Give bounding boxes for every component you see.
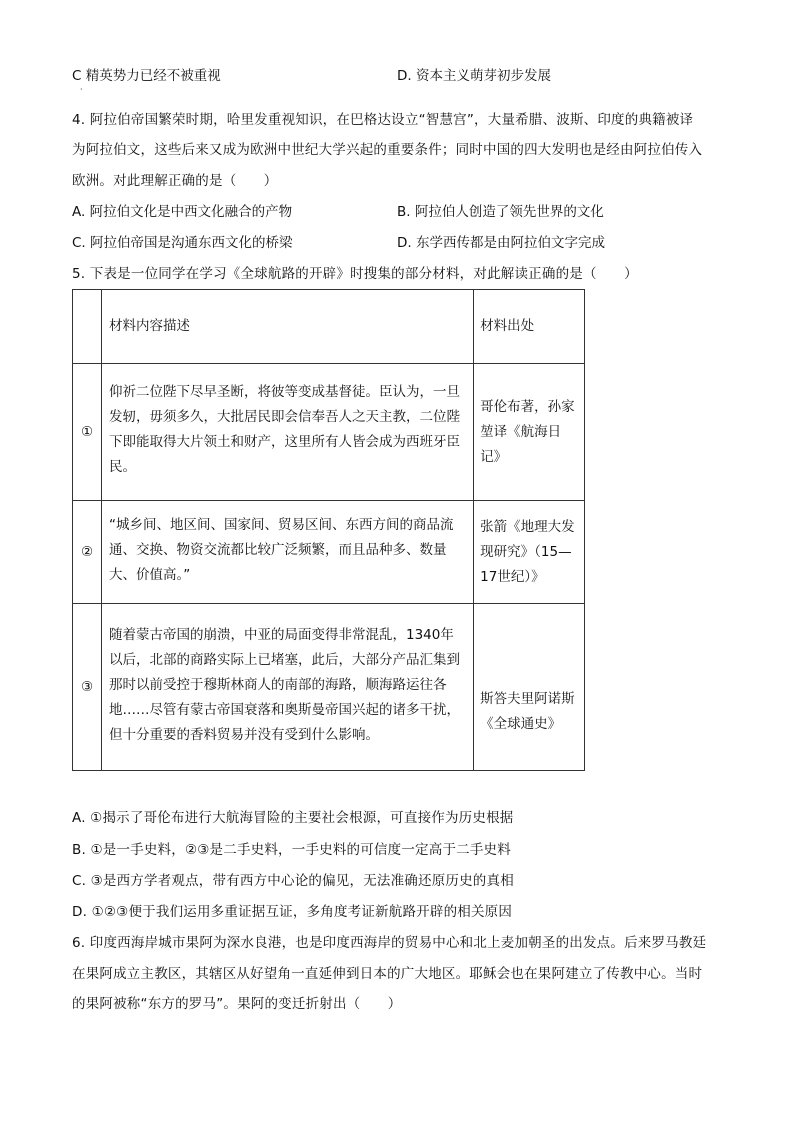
q4-stem-line-2: 为阿拉伯文，这些后来又成为欧洲中世纪大学兴起的重要条件；同时中国的四大发明也是经由阿拉伯传入 — [72, 142, 703, 158]
table-header-row — [73, 290, 585, 364]
q5-option-c: C. ③是西方学者观点，带有西方中心论的偏见，无法准确还原历史的真相 — [72, 873, 514, 889]
row-content: “城乡间、地区间、国家间、贸易区间、东西方间的商品流通、交换、物资交流都比较广泛频繁，而且品种多、数量大、价值高。” — [101, 501, 473, 604]
row-content: 仰祈二位陛下尽早圣断，将彼等变成基督徒。臣认为，一旦发轫，毋须多久，大批居民即会信奉吾人之天主教，二位陛下即能取得大片领土和财产，这里所有人皆会成为西班牙臣民。 — [101, 364, 473, 501]
table-row — [73, 604, 585, 771]
q3-option-c: C 精英势力已经不被重视 — [72, 68, 221, 84]
q6-stem-line-1: 6. 印度西海岸城市果阿为深水良港，也是印度西海岸的贸易中心和北上麦加朝圣的出发点。后来罗马教廷 — [72, 935, 707, 951]
q5-option-a: A. ①揭示了哥伦布进行大航海冒险的主要社会根源，可直接作为历史根据 — [72, 810, 514, 826]
row-source: 张箭《地理大发现研究》（15—17世纪）》 — [474, 501, 585, 604]
q4-option-b: B. 阿拉伯人创造了领先世界的文化 — [397, 204, 604, 220]
row-number: ① — [73, 364, 102, 501]
q4-stem-line-1: 4. 阿拉伯帝国繁荣时期，哈里发重视知识，在巴格达设立“智慧宫”，大量希腊、波斯、印度的典籍被译 — [72, 112, 694, 128]
q3-option-d: D. 资本主义萌芽初步发展 — [397, 68, 551, 84]
row-source: 哥伦布著，孙家堃译《航海日记》 — [474, 364, 585, 501]
row-number: ③ — [73, 604, 102, 771]
q4-option-c: C. 阿拉伯帝国是沟通东西文化的桥梁 — [72, 235, 293, 251]
stray-dot: · — [80, 85, 83, 94]
header-source: 材料出处 — [474, 290, 585, 364]
source-material-table — [72, 289, 585, 771]
row-content: 随着蒙古帝国的崩溃，中亚的局面变得非常混乱，1340年以后，北部的商路实际上已堵塞，此后，大部分产品汇集到那时以前受控于穆斯林商人的南部的海路，顺海路运往各地……尽管有蒙古帝国衰落和奥斯曼帝国兴起的诸多干扰，但十分重要的香料贸易并没有受到什么影响。 — [101, 604, 473, 771]
q5-stem: 5. 下表是一位同学在学习《全球航路的开辟》时搜集的部分材料，对此解读正确的是（ ） — [72, 266, 638, 282]
q4-stem-line-3: 欧洲。对此理解正确的是（ ） — [72, 173, 278, 189]
header-num-cell — [73, 290, 102, 364]
table-row — [73, 501, 585, 604]
table-row — [73, 364, 585, 501]
q4-option-d: D. 东学西传都是由阿拉伯文字完成 — [397, 235, 605, 251]
q6-stem-line-3: 的果阿被称“东方的罗马”。果阿的变迁折射出（ ） — [72, 996, 402, 1012]
q5-option-b: B. ①是一手史料，②③是二手史料，一手史料的可信度一定高于二手史料 — [72, 842, 511, 858]
row-number: ② — [73, 501, 102, 604]
row-source: 斯答夫里阿诺斯《全球通史》 — [474, 604, 585, 771]
q6-stem-line-2: 在果阿成立主教区，其辖区从好望角一直延伸到日本的广大地区。耶稣会也在果阿建立了传教中心。当时 — [72, 966, 703, 982]
header-content: 材料内容描述 — [101, 290, 473, 364]
q4-option-a: A. 阿拉伯文化是中西文化融合的产物 — [72, 204, 293, 220]
q5-option-d: D. ①②③便于我们运用多重证据互证，多角度考证新航路开辟的相关原因 — [72, 904, 513, 920]
